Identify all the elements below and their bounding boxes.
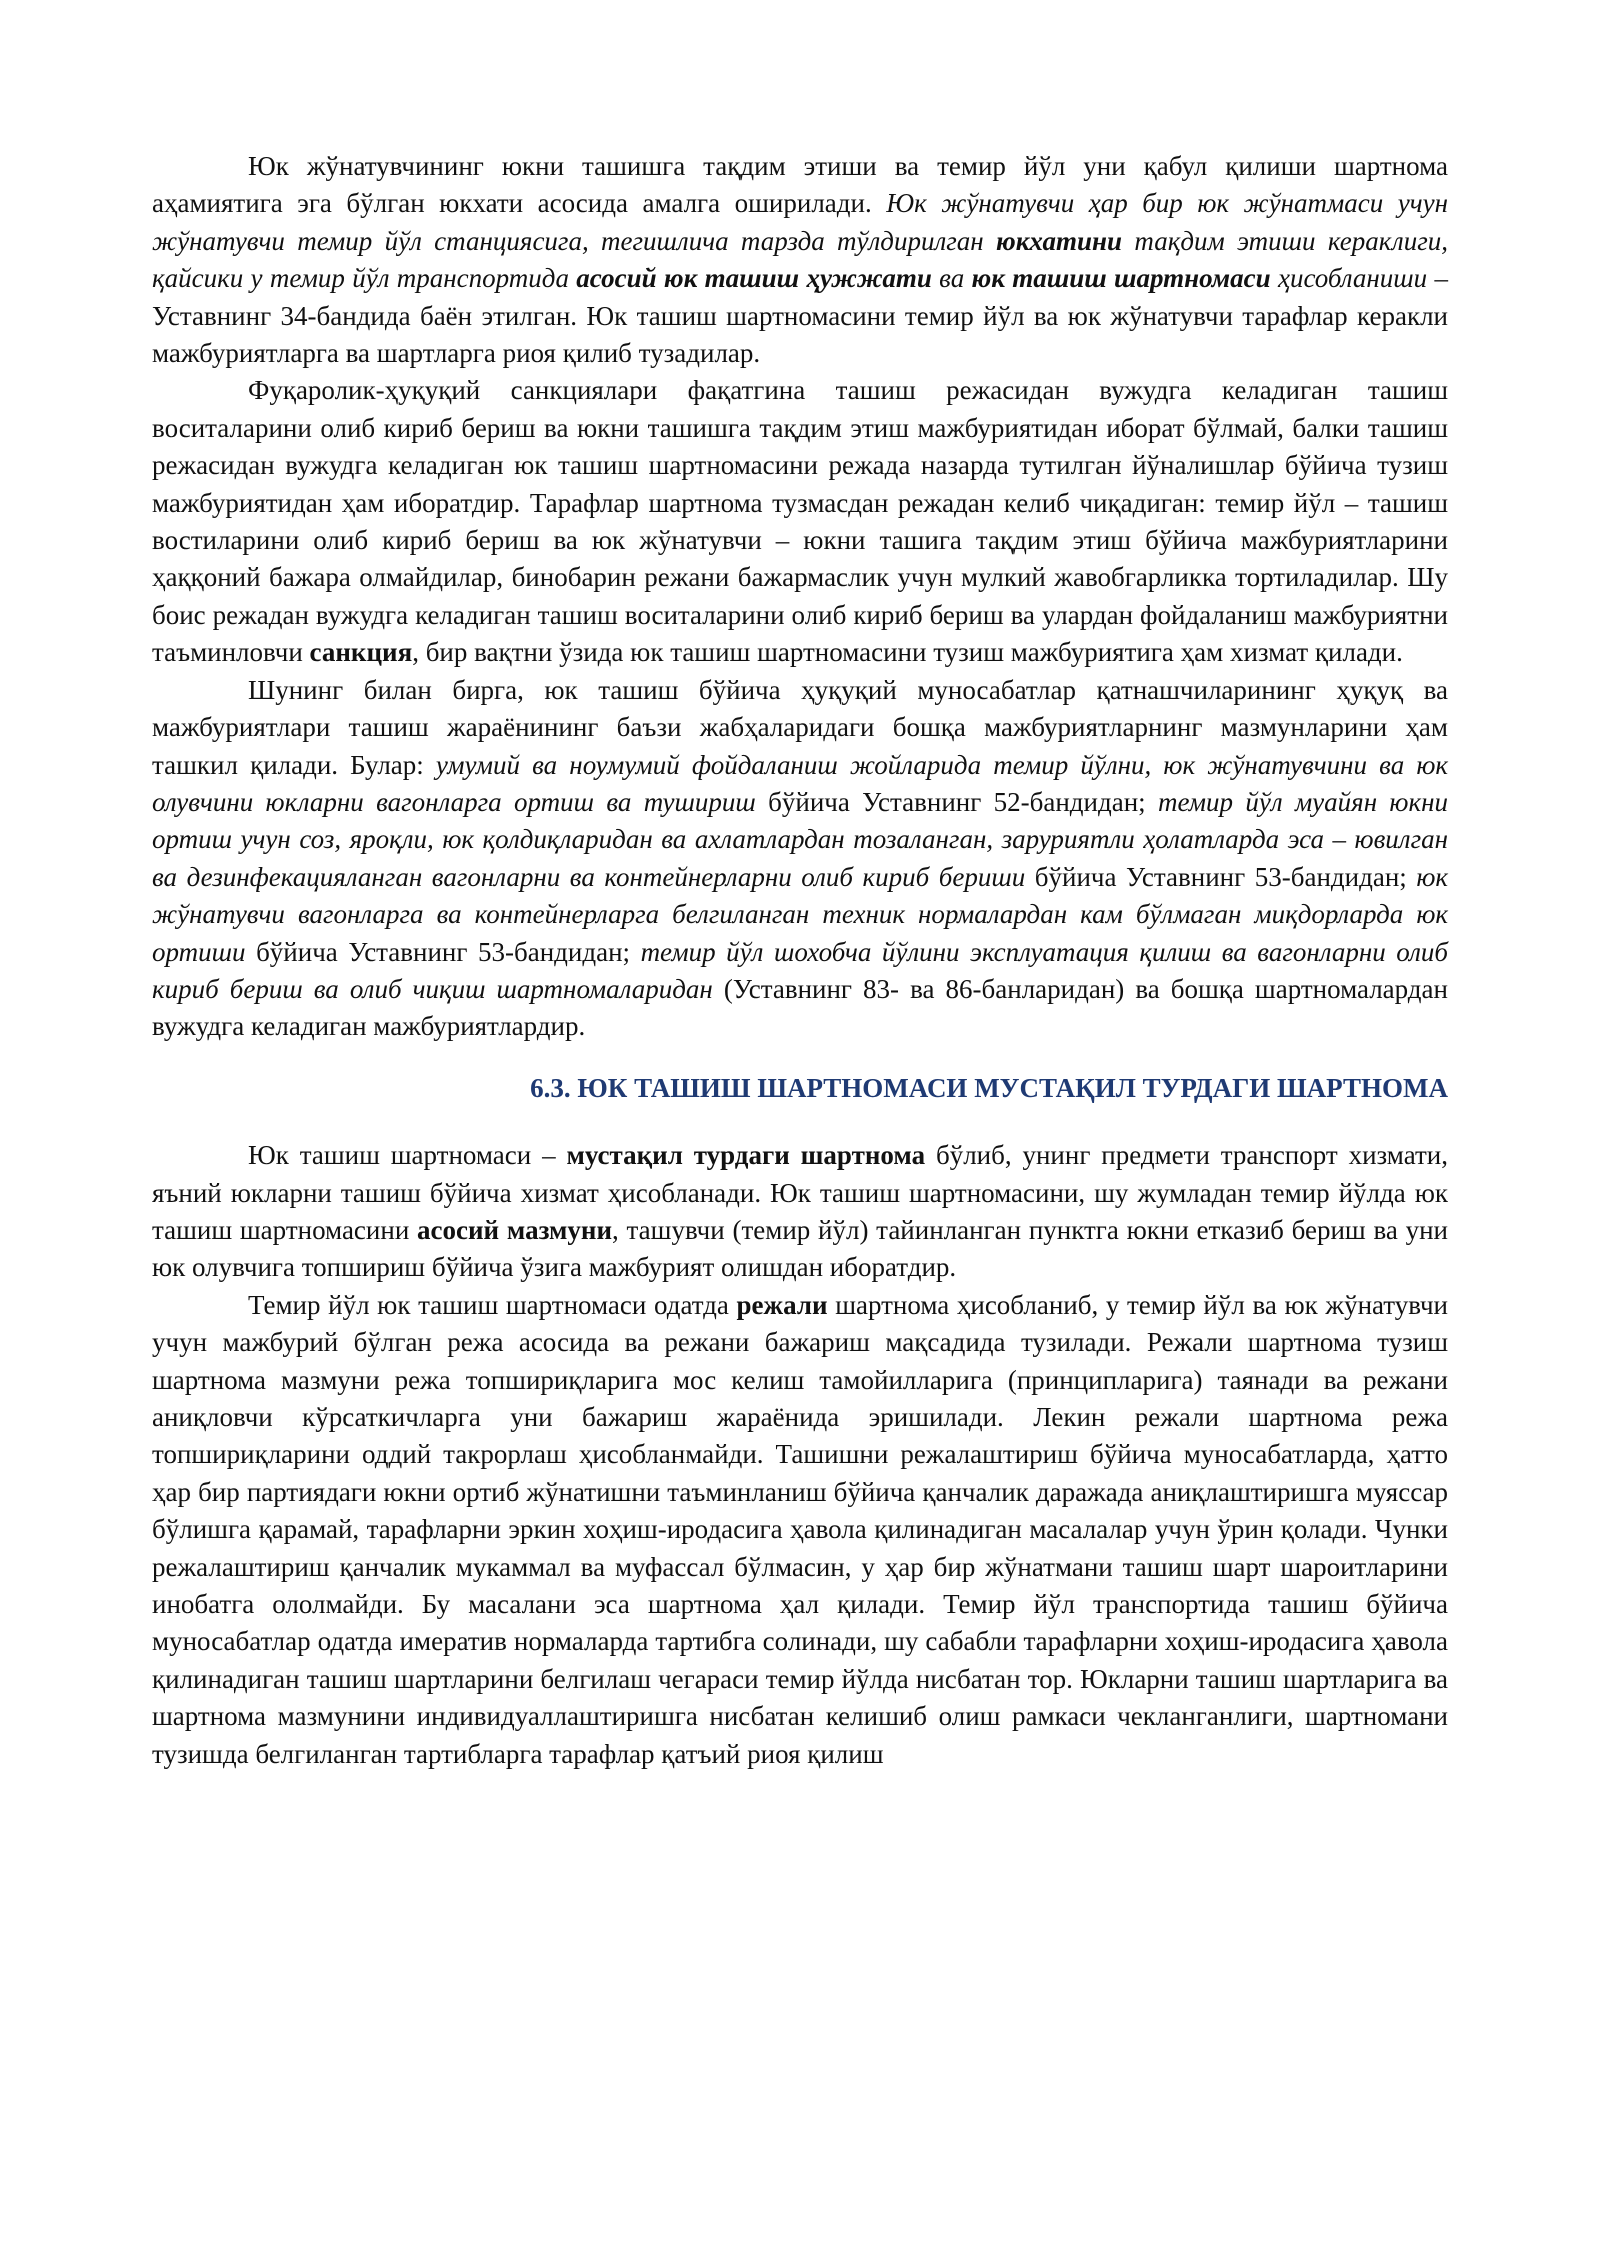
p1-italic: ва: [931, 263, 972, 294]
p1-bold-italic-contract: юк ташиш шартномаси: [971, 263, 1271, 294]
p1-italic: тақдим этиши кераклиги, қайсики у темир йўл транспортида: [152, 225, 1448, 294]
p1-text: Юк жўнатувчининг юкни ташишга тақдим этиши ва темир йўл уни қабул қилиши шартнома аҳамиятига эга бўлган юкхати асосида амалга оширилади.: [152, 151, 1448, 219]
p2-text: , бир вақтни ўзида юк ташиш шартномасини тузиш мажбуриятига ҳам хизмат қилади.: [412, 637, 1403, 668]
p1-bold-italic-main-document: асосий юк ташиш ҳужжати: [576, 263, 932, 294]
p3-italic: темир йўл муайян юкни ортиш учун соз, яроқли, юк қолдиқларидан ва ахлатлардан тозаланган, заруриятли ҳолатларда эса – ювилган ва дезинфекацияланган вагонларни ва контейнерларни олиб кириб бериши: [152, 786, 1448, 892]
paragraph-5: [152, 1287, 1448, 1773]
document-page: [152, 148, 1448, 1773]
p4-bold-main-content: асосий мазмуни: [417, 1214, 613, 1245]
p4-bold-independent-contract: мустақил турдаги шартнома: [566, 1140, 926, 1171]
p3-text: бўйича Уставнинг 53-бандидан;: [1025, 861, 1417, 892]
p5-bold-planned: режали: [736, 1289, 828, 1320]
section-heading: 6.3. ЮК ТАШИШ ШАРТНОМАСИ МУСТАҚИЛ ТУРДАГИ ШАРТНОМА: [530, 1072, 1448, 1103]
p1-bold-italic-yukhati: юкхатини: [996, 225, 1123, 256]
p2-text: Фуқаролик-ҳуқуқий санкциялари фақатгина ташиш режасидан вужудга келадиган ташиш воситаларини олиб кириб бериш ва юкни ташишга тақдим этиш мажбуриятидан иборат бўлмай, балки ташиш режасидан вужудга келадиган юк ташиш шартномасини режада назарда тутилган йўналишлар бўйича тузиш мажбуриятидан ҳам иборатдир. Тарафлар шартнома тузмасдан режадан келиб чиқадиган: темир йўл – ташиш востиларини олиб кириб бериш ва юк жўнатувчи – юкни ташига тақдим этиш бўйича мажбуриятларини ҳаққоний бажара олмайдилар, бинобарин режани бажармаслик учун мулкий жавобгарликка тортиладилар. Шу боис режадан вужудга келадиган ташиш воситаларини олиб кириб бериш ва улардан фойдаланиш мажбуриятни таъминловчи: [152, 375, 1448, 668]
p3-italic: юк жўнатувчи вагонларга ва контейнерларга белгиланган техник нормалардан кам бўлмаган миқдорларда юк ортиши: [152, 861, 1448, 967]
p1-italic: Юк жўнатувчи ҳар бир юк жўнатмаси учун жўнатувчи темир йўл станциясига, тегишлича тарзда тўлдирилган: [152, 188, 1449, 256]
p4-text: бўлиб, унинг предмети транспорт хизмати, яъний юкларни ташиш бўйича хизмат ҳисобланади. Юк ташиш шартномасини, шу жумладан темир йўлда юк ташиш шартномасини: [152, 1140, 1448, 1245]
p4-text: , ташувчи (темир йўл) тайинланган пунктга юкни етказиб бериш ва уни юк олувчига топшириш бўйича ўзига мажбурият олишдан иборатдир.: [152, 1214, 1448, 1283]
p3-text: Шунинг билан бирга, юк ташиш бўйича ҳуқуқий муносабатлар қатнашчиларининг ҳуқуқ ва мажбуриятлари ташиш жараёнининг баъзи жабҳаларидаги бошқа мажбуриятларнинг мазмунларини ҳам ташкил қилади. Булар:: [152, 674, 1448, 780]
p3-italic: умумий ва ноумумий фойдаланиш жойларида темир йўлни, юк жўнатувчини ва юк олувчини юкларни вагонларга ортиш ва тушириш: [152, 749, 1448, 817]
p3-text: бўйича Уставнинг 52-бандидан;: [755, 786, 1158, 817]
p3-text: бўйича Уставнинг 53-бандидан;: [245, 936, 641, 967]
p4-text: Юк ташиш шартномаси –: [248, 1140, 567, 1171]
paragraph-1: [152, 148, 1448, 372]
p3-text: (Уставнинг 83- ва 86-банларидан) ва бошқа шартномалардан вужудга келадиган мажбуриятлардир.: [152, 973, 1448, 1042]
p2-bold-sanction: санкция: [309, 637, 413, 668]
paragraph-2: [152, 372, 1448, 671]
p3-italic: темир йўл шохобча йўлини эксплуатация қилиш ва вагонларни олиб кириб бериш ва олиб чиқиш шартномаларидан: [152, 936, 1448, 1004]
p5-text: Темир йўл юк ташиш шартномаси одатда: [248, 1289, 737, 1320]
p1-text: – Уставнинг 34-бандида баён этилган. Юк ташиш шартномасини темир йўл ва юк жўнатувчи тарафлар керакли мажбуриятларга ва шартларга риоя қилиб тузадилар.: [152, 263, 1449, 369]
paragraph-4: [152, 1137, 1448, 1287]
p1-italic: ҳисобланиши: [1270, 263, 1428, 294]
paragraph-3: [152, 672, 1448, 1046]
p5-text: шартнома ҳисобланиб, у темир йўл ва юк жўнатувчи учун мажбурий бўлган режа асосида ва режани бажариш мақсадида тузилади. Режали шартнома тузиш шартнома мазмуни режа топшириқларига мос келиш тамойилларига (принципларига) таянади ва режани аниқловчи кўрсаткичларга уни бажариш жараёнида эришилади. Лекин режали шартнома режа топшириқларини оддий такрорлаш ҳисобланмайди. Ташишни режалаштириш бўйича муносабатларда, ҳатто ҳар бир партиядаги юкни ортиб жўнатишни таъминланиш бўйича қанчалик даражада аниқлаштиришга муяссар бўлишга қарамай, тарафларни эркин хоҳиш-иродасига ҳавола қилинадиган масалалар учун ўрин қолади. Чунки режалаштириш қанчалик мукаммал ва муфассал бўлмасин, у ҳар бир жўнатмани ташиш шарт шароитларини инобатга ололмайди. Бу масалани эса шартнома ҳал қилади. Темир йўл транспортида ташиш бўйича муносабатлар одатда имератив нормаларда тартибга солинади, шу сабабли тарафларни хоҳиш-иродасига ҳавола қилинадиган ташиш шартларини белгилаш чегараси темир йўлда нисбатан тор. Юкларни ташиш шартларига ва шартнома мазмунини индивидуаллаштиришга нисбатан келишиб олиш рамкаси чекланганлиги, шартномани тузишда белгиланган тартибларга тарафлар қатъий риоя қилиш: [152, 1289, 1449, 1769]
